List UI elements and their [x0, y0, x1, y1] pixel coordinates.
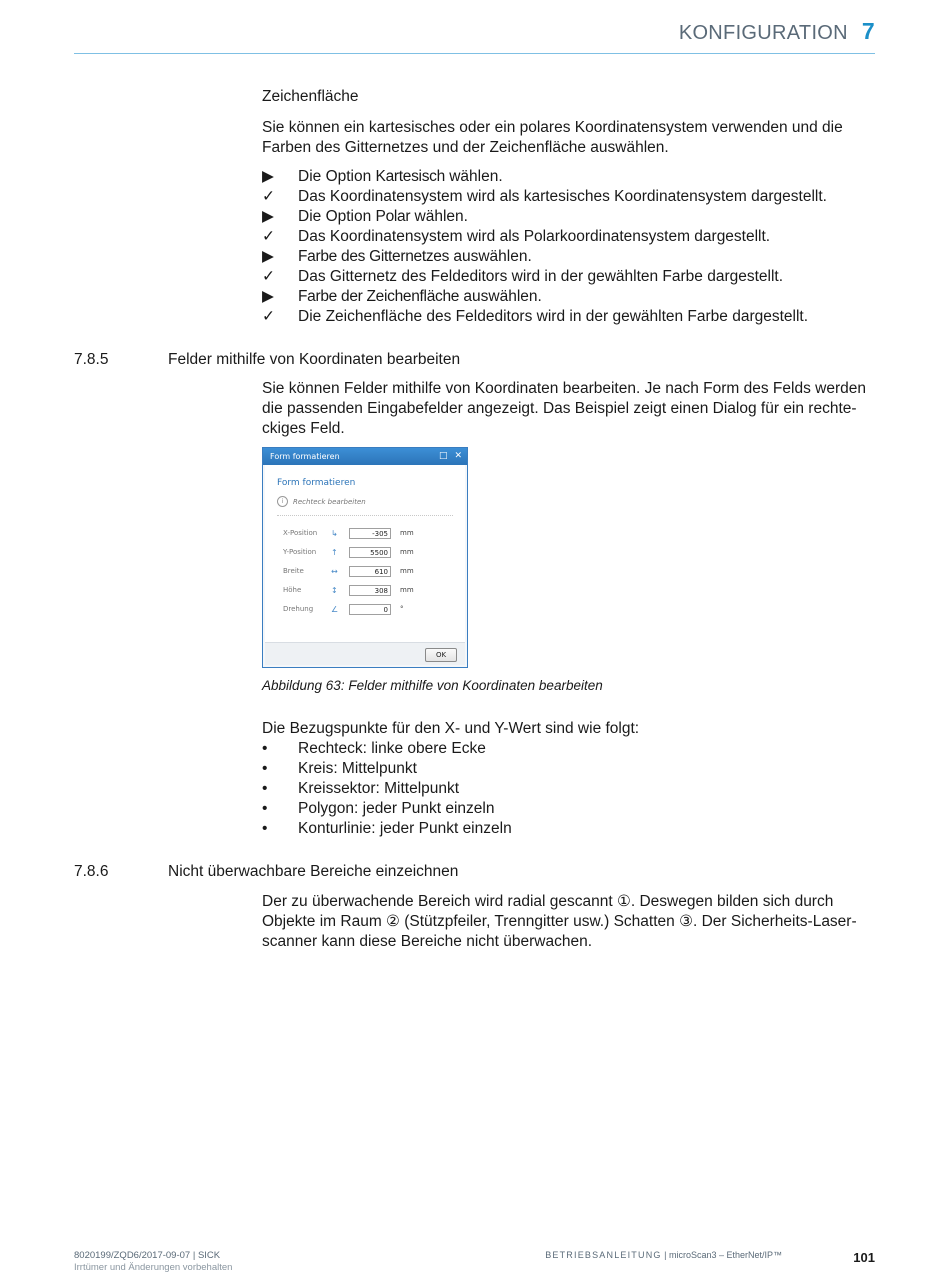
checkmark-icon: ✓: [262, 188, 275, 205]
footer-product: BETRIEBSANLEITUNG | microScan3 – EtherNet/IP™: [545, 1250, 782, 1260]
dialog-body: [265, 465, 465, 643]
reference-intro: Die Bezugspunkte für den X- und Y-Wert sind wie folgt:: [262, 720, 640, 737]
arrow-icon: ▶: [262, 248, 274, 265]
checkmark-icon: ✓: [262, 268, 275, 285]
paragraph-line: die passenden Eingabefelder angezeigt. Das Beispiel zeigt einen Dialog für ein rechte-: [262, 400, 857, 417]
field-row-y-position: [283, 545, 414, 559]
width-input[interactable]: 610: [349, 566, 391, 577]
dialog-footer: [265, 642, 465, 665]
field-unit: mm: [400, 586, 414, 594]
bullet-icon: •: [262, 740, 268, 757]
field-label: Y-Position: [283, 548, 317, 556]
dialog-window-title: Form formatieren: [270, 452, 340, 461]
list-item: ▶ Farbe der Zeichenfläche auswählen.: [262, 288, 542, 305]
width-icon: ↔: [331, 566, 338, 576]
arrow-icon: ▶: [262, 168, 274, 185]
reference-list: [262, 739, 876, 839]
checkmark-icon: ✓: [262, 228, 275, 245]
ok-button[interactable]: OK: [425, 648, 457, 662]
paragraph-line: Objekte im Raum ② (Stützpfeiler, Trenngitter usw.) Schatten ③. Der Sicherheits-Laser-: [262, 913, 857, 930]
y-position-icon: ↑: [331, 547, 338, 557]
section-title: Nicht überwachbare Bereiche einzeichnen: [168, 863, 459, 880]
list-item: • Kreis: Mittelpunkt: [262, 760, 417, 777]
paragraph-786: [262, 892, 876, 952]
paragraph-zeichenflaeche: [262, 118, 876, 158]
dialog-info-text: Rechteck bearbeiten: [293, 497, 366, 506]
paragraph-line: Der zu überwachende Bereich wird radial gescannt ①. Deswegen bilden sich durch: [262, 893, 834, 910]
footer-disclaimer: Irrtümer und Änderungen vorbehalten: [74, 1262, 233, 1273]
footer-product-name: microScan3 – EtherNet/IP™: [668, 1250, 782, 1260]
bullet-icon: •: [262, 820, 268, 837]
footer-doc-info: [74, 1250, 232, 1274]
header-rule: [74, 53, 875, 54]
dialog-separator: [277, 515, 453, 516]
rotation-icon: ∠: [331, 604, 339, 614]
paragraph-785: [262, 379, 876, 439]
header-chapter-number: 7: [861, 18, 875, 44]
dialog-heading: Form formatieren: [277, 478, 356, 488]
field-label: Drehung: [283, 605, 314, 613]
section-number: 7.8.6: [74, 863, 109, 880]
list-item: • Kreissektor: Mittelpunkt: [262, 780, 460, 797]
field-label: X-Position: [283, 529, 318, 537]
footer-doc-id: 8020199/ZQD6/2017-09-07 | SICK: [74, 1250, 221, 1261]
list-item: ✓ Die Zeichenfläche des Feldeditors wird in der gewählten Farbe dargestellt.: [262, 308, 809, 325]
height-input[interactable]: 308: [349, 585, 391, 596]
maximize-icon[interactable]: □: [438, 451, 448, 461]
paragraph-line: scanner kann diese Bereiche nicht überwachen.: [262, 933, 593, 950]
paragraph-line: ckiges Feld.: [262, 420, 345, 437]
field-label: Breite: [283, 567, 304, 575]
paragraph-line: Sie können Felder mithilfe von Koordinaten bearbeiten. Je nach Form des Felds werden: [262, 380, 866, 397]
x-position-icon: ↳: [331, 528, 338, 538]
arrow-icon: ▶: [262, 208, 274, 225]
dialog-info: [277, 496, 366, 507]
section-title: Felder mithilfe von Koordinaten bearbeiten: [168, 351, 461, 368]
section-number: 7.8.5: [74, 351, 109, 368]
field-unit: mm: [400, 567, 414, 575]
form-formatieren-dialog-figure: [262, 447, 468, 668]
list-item: • Konturlinie: jeder Punkt einzeln: [262, 820, 512, 837]
rotation-input[interactable]: 0: [349, 604, 391, 615]
running-header: [679, 18, 875, 45]
bullet-icon: •: [262, 760, 268, 777]
list-item: • Rechteck: linke obere Ecke: [262, 740, 486, 757]
list-item: ▶ Die Option Polar wählen.: [262, 208, 468, 225]
list-item: ✓ Das Gitternetz des Feldeditors wird in der gewählten Farbe dargestellt.: [262, 268, 784, 285]
list-item: ▶ Die Option Kartesisch wählen.: [262, 168, 503, 185]
bullet-icon: •: [262, 800, 268, 817]
field-row-breite: [283, 564, 414, 578]
figure-caption: Abbildung 63: Felder mithilfe von Koordinaten bearbeiten: [262, 678, 603, 693]
list-item: ▶ Farbe des Gitternetzes auswählen.: [262, 248, 532, 265]
field-unit: mm: [400, 548, 414, 556]
field-label: Höhe: [283, 586, 302, 594]
y-position-input[interactable]: 5500: [349, 547, 391, 558]
dialog-titlebar: [263, 448, 467, 465]
checkmark-icon: ✓: [262, 308, 275, 325]
close-icon[interactable]: ✕: [454, 451, 462, 461]
step-list: [262, 167, 876, 327]
list-item: ✓ Das Koordinatensystem wird als kartesisches Koordinatensystem dargestellt.: [262, 188, 827, 205]
x-position-input[interactable]: -305: [349, 528, 391, 539]
field-row-x-position: [283, 526, 414, 540]
footer-doc-type: BETRIEBSANLEITUNG: [545, 1250, 662, 1260]
header-section: KONFIGURATION: [678, 22, 848, 44]
paragraph-line: Sie können ein kartesisches oder ein polares Koordinatensystem verwenden und die: [262, 119, 843, 136]
subheading-zeichenflaeche: Zeichenfläche: [262, 88, 359, 105]
arrow-icon: ▶: [262, 288, 274, 305]
paragraph-line: Farben des Gitternetzes und der Zeichenfläche auswählen.: [262, 139, 669, 156]
info-icon: i: [277, 496, 288, 507]
field-unit: mm: [400, 529, 414, 537]
field-row-drehung: [283, 602, 404, 616]
field-unit: °: [400, 605, 404, 613]
field-row-hoehe: [283, 583, 414, 597]
page-number: 101: [853, 1250, 875, 1265]
bullet-icon: •: [262, 780, 268, 797]
list-item: ✓ Das Koordinatensystem wird als Polarkoordinatensystem dargestellt.: [262, 228, 771, 245]
height-icon: ↕: [331, 585, 338, 595]
list-item: • Polygon: jeder Punkt einzeln: [262, 800, 495, 817]
